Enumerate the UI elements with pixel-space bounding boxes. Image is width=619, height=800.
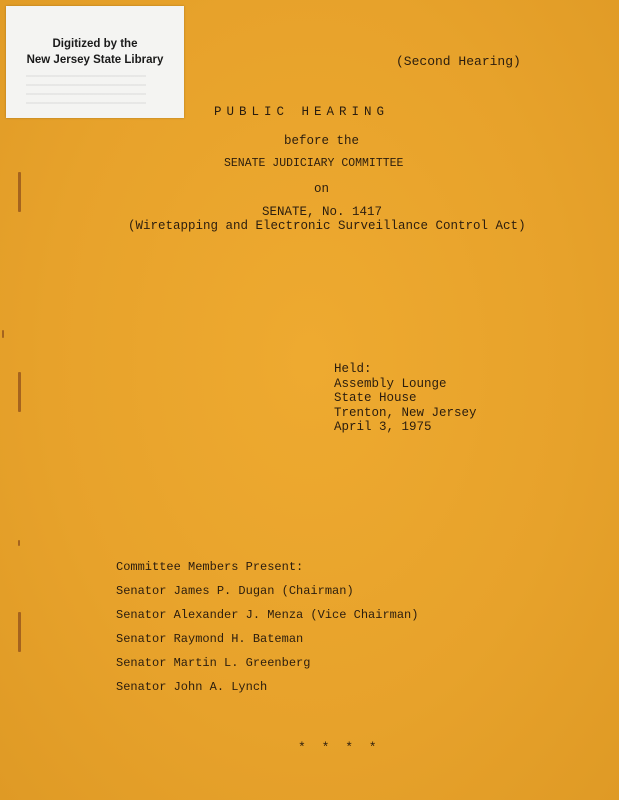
on-text: on: [314, 182, 330, 196]
library-label: [6, 6, 184, 118]
staple-mark: [18, 372, 21, 412]
staple-mark: [18, 172, 21, 212]
footer-stars: * * * *: [298, 740, 381, 755]
library-stamp-ghost: [26, 74, 146, 104]
committee-name: SENATE JUDICIARY COMMITTEE: [224, 157, 404, 170]
members-header: Committee Members Present:: [116, 560, 304, 574]
member-item: Senator James P. Dugan (Chairman): [116, 584, 354, 598]
before-text: before the: [284, 134, 360, 148]
held-date: April 3, 1975: [334, 420, 432, 434]
act-title: (Wiretapping and Electronic Surveillance Control Act): [128, 219, 526, 233]
held-location-line: Assembly Lounge: [334, 376, 447, 391]
held-label: Held:: [334, 362, 372, 376]
library-label-line2: New Jersey State Library: [26, 54, 164, 66]
held-location-line: Trenton, New Jersey: [334, 405, 477, 420]
member-item: Senator Martin L. Greenberg: [116, 656, 311, 670]
bill-number: SENATE, No. 1417: [262, 205, 383, 219]
hearing-note: (Second Hearing): [396, 54, 521, 69]
edge-mark: [2, 330, 4, 338]
edge-mark: [18, 540, 20, 546]
document-title: PUBLIC HEARING: [214, 105, 390, 119]
member-item: Senator Alexander J. Menza (Vice Chairman): [116, 608, 419, 622]
held-block: [334, 362, 477, 435]
member-item: Senator Raymond H. Bateman: [116, 632, 304, 646]
member-item: Senator John A. Lynch: [116, 680, 268, 694]
library-label-line1: Digitized by the: [52, 38, 138, 50]
held-location-line: State House: [334, 391, 417, 405]
staple-mark: [18, 612, 21, 652]
